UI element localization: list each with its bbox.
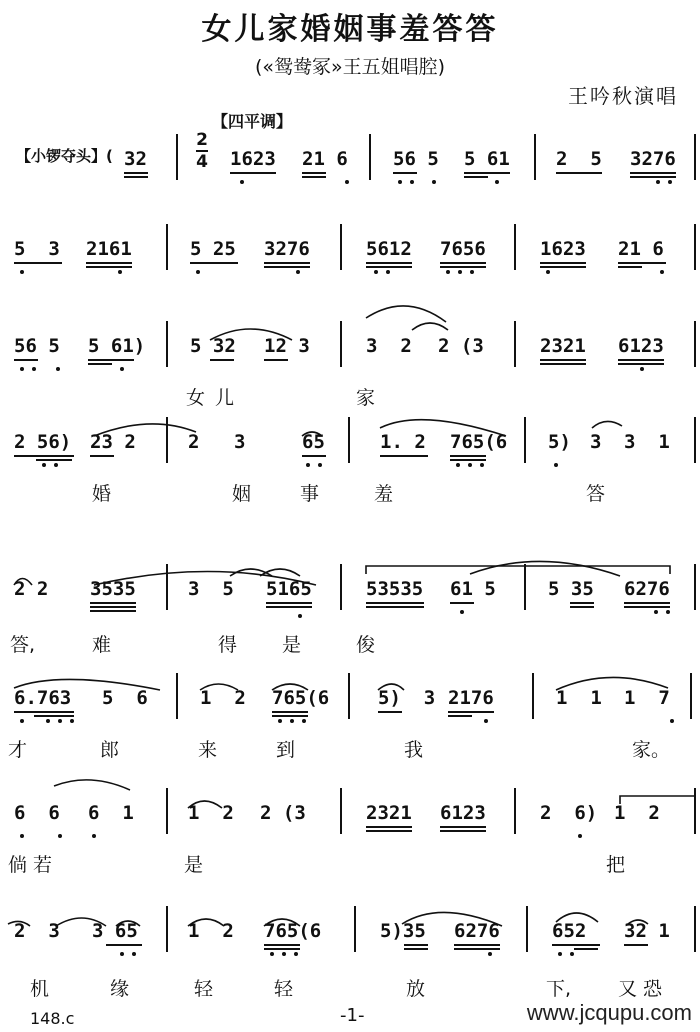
lyric: 答 [586,483,606,505]
note-group: 21 6 [618,238,664,260]
page-title: 女儿家婚姻事羞答答 [201,12,499,47]
note-group: 6 1 [88,802,134,824]
note-group: 5 6 [102,687,148,709]
lyric: 事 [300,483,320,505]
note-group: 1623 [230,148,276,170]
note-group: 6 6 [14,802,60,824]
note-group: 3276 [264,238,310,260]
lyric: 下, [546,978,572,1000]
note-group: 652 [552,920,587,942]
lyric: 俊 [356,634,376,656]
lyric: 才 [8,739,28,761]
lyric: 家。 [632,739,671,761]
note-group: 21 6 [302,148,348,170]
note-group: 12 3 [264,335,310,357]
note-group: 5 35 [548,578,594,600]
note-group: 3 5 [188,578,234,600]
note-group: 3 [590,431,602,453]
lyric: 把 [606,854,626,876]
note-group: 1. 2 [380,431,426,453]
note-group: 56 5 [393,148,439,170]
note-group: 2161 [86,238,132,260]
lyric: 倘若 [8,854,59,876]
note-group: 2321 [540,335,586,357]
note-group: 1623 [540,238,586,260]
note-group: 32 [124,148,147,170]
note-group: 23 2 [90,431,136,453]
note-group: 6123 [440,802,486,824]
lyric: 答, [10,634,36,656]
time-signature-bottom: 4 [196,152,208,172]
note-group: 2 [188,431,200,453]
note-group: 2 6) [540,802,598,824]
note-group: 2 56) [14,431,72,453]
note-group: 5 61 [464,148,510,170]
lyric: 得 [218,634,238,656]
note-group: 56 5 [14,335,60,357]
subtitle: («鸳鸯冢»王五姐唱腔) [254,56,446,78]
page-number: -1- [340,1005,365,1026]
intro-label: 【小锣夺头】( [16,147,113,165]
note-group: 6276 [624,578,670,600]
note-group: 2176 [448,687,494,709]
lyric: 郎 [100,739,120,761]
lyric: 难 [92,634,112,656]
note-group: 6276 [454,920,500,942]
note-group: 1 2 [200,687,246,709]
lyric: 又恐 [618,978,669,1000]
note-group: 2 (3 [260,802,306,824]
note-group: 53535 [366,578,424,600]
note-group: 7656 [440,238,486,260]
lyric: 来 [198,739,218,761]
note-group: 3 65 [92,920,138,942]
note-group: 2321 [366,802,412,824]
watermark-url: www.jcqupu.com [526,1000,692,1025]
note-group: 2 2 [14,578,49,600]
lyric: 姻 [232,483,252,505]
lyric: 轻 [274,978,294,1000]
note-group: 5 61) [88,335,146,357]
note-group: 6123 [618,335,664,357]
lyric: 缘 [110,978,130,1000]
note-group: 65 [302,431,325,453]
lyric: 羞 [374,483,394,505]
lyric: 女儿 [186,387,245,409]
lyric: 我 [404,739,424,761]
mode-label: 【四平调】 [212,112,293,131]
note-group: 5 3 [14,238,60,260]
note-group: 765(6 [450,431,508,453]
note-group: 5165 [266,578,312,600]
lyric: 机 [30,978,50,1000]
note-group: 3 [234,431,246,453]
note-group: 2 3 [14,920,60,942]
note-group: 5) [548,431,571,453]
note-group: 3 2 [366,335,412,357]
note-group: 765(6 [272,687,330,709]
time-signature-top: 2 [196,130,208,150]
note-group: 5)35 [380,920,426,942]
note-group: 3535 [90,578,136,600]
note-group: 1 2 [188,920,234,942]
note-group: 5 32 [190,335,236,357]
note-group: 61 5 [450,578,496,600]
note-group: 6.763 [14,687,72,709]
performer-credit: 王吟秋演唱 [568,84,678,108]
note-group: 5) 3 [378,687,436,709]
time-signature [196,131,208,171]
note-group: 1 2 [188,802,234,824]
lyric: 是 [184,854,204,876]
note-group: 1 1 [556,687,602,709]
lyric: 婚 [92,483,112,505]
note-group: 2 5 [556,148,602,170]
footer-margin-note: 148.c [30,1009,75,1028]
lyric: 放 [406,978,426,1000]
note-group: 2 (3 [438,335,484,357]
lyric: 到 [276,739,296,761]
note-group: 1 2 [614,802,660,824]
note-group: 32 1 [624,920,670,942]
note-group: 5 25 [190,238,236,260]
lyric: 家 [356,387,376,409]
note-group: 5612 [366,238,412,260]
lyric: 是 [282,634,302,656]
lyric: 轻 [194,978,214,1000]
note-group: 1 7 [624,687,670,709]
note-group: 3276 [630,148,676,170]
note-group: 3 1 [624,431,670,453]
note-group: 765(6 [264,920,322,942]
